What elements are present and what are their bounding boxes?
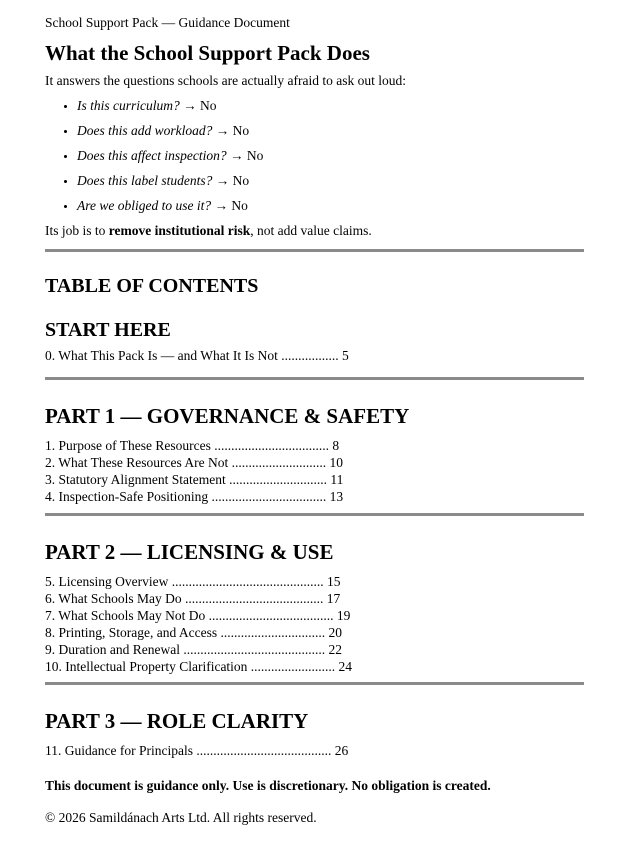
section-divider bbox=[45, 513, 584, 516]
faq-bullet bbox=[77, 148, 584, 164]
purpose-post: , not add value claims. bbox=[250, 223, 372, 238]
faq-bullet bbox=[77, 198, 584, 214]
toc-entry: 2. What These Resources Are Not ............................ 10 bbox=[45, 455, 343, 470]
guidance-disclaimer: This document is guidance only. Use is discretionary. No obligation is created. bbox=[45, 778, 491, 793]
document-title: What the School Support Pack Does bbox=[45, 41, 370, 65]
purpose-pre: Its job is to bbox=[45, 223, 109, 238]
toc-entry: 3. Statutory Alignment Statement ............................. 11 bbox=[45, 472, 344, 487]
toc-section-start-here bbox=[45, 318, 584, 364]
bullet-answer: No bbox=[246, 148, 264, 163]
bullet-answer: No bbox=[200, 98, 217, 113]
faq-bullet bbox=[77, 173, 584, 189]
toc-entry: 6. What Schools May Do ......................................... 17 bbox=[45, 591, 341, 606]
arrow-right-glyph: → bbox=[215, 123, 230, 138]
bullet-question: Is this curriculum? bbox=[77, 98, 180, 113]
purpose-bold: remove institutional risk bbox=[108, 223, 251, 238]
arrow-right-glyph: → bbox=[214, 198, 228, 213]
section-divider bbox=[45, 377, 584, 380]
toc-section-heading: PART 1 — GOVERNANCE & SAFETY bbox=[45, 404, 410, 428]
toc-section-heading: START HERE bbox=[45, 319, 171, 341]
toc-entry: 11. Guidance for Principals ........................................ 26 bbox=[45, 743, 349, 758]
toc-entry: 10. Intellectual Property Clarification ......................... 24 bbox=[45, 659, 353, 674]
toc-entry: 1. Purpose of These Resources .................................. 8 bbox=[45, 438, 340, 453]
toc-section-part-1 bbox=[45, 404, 584, 505]
running-header: School Support Pack — Guidance Document bbox=[45, 15, 290, 30]
bullet-question: Are we obliged to use it? bbox=[77, 198, 212, 213]
bullet-question: Does this label students? bbox=[77, 173, 213, 188]
toc-entry: 4. Inspection-Safe Positioning .................................. 13 bbox=[45, 489, 344, 504]
copyright-notice: © 2026 Samildánach Arts Ltd. All rights reserved. bbox=[45, 810, 317, 825]
toc-entry: 0. What This Pack Is — and What It Is Not ................. 5 bbox=[45, 348, 349, 363]
toc-title: TABLE OF CONTENTS bbox=[45, 275, 259, 297]
arrow-right-glyph: → bbox=[183, 98, 197, 113]
purpose-statement bbox=[45, 223, 584, 239]
toc-entry: 7. What Schools May Not Do ..................................... 19 bbox=[45, 608, 351, 623]
toc-entry: 8. Printing, Storage, and Access ............................... 20 bbox=[45, 625, 342, 640]
toc-section-part-3 bbox=[45, 709, 584, 759]
toc-section-heading: PART 3 — ROLE CLARITY bbox=[45, 709, 309, 733]
faq-bullet bbox=[77, 123, 584, 139]
toc-entry: 5. Licensing Overview ............................................. 15 bbox=[45, 574, 341, 589]
faq-bullet-list bbox=[45, 98, 584, 214]
toc-section-heading: PART 2 — LICENSING & USE bbox=[45, 540, 334, 564]
bullet-answer: No bbox=[232, 123, 250, 138]
arrow-right-glyph: → bbox=[229, 148, 244, 163]
intro-lead: It answers the questions schools are actually afraid to ask out loud: bbox=[45, 73, 407, 88]
faq-bullet bbox=[77, 98, 584, 114]
bullet-answer: No bbox=[231, 198, 248, 213]
section-divider bbox=[45, 249, 584, 252]
toc-entry: 9. Duration and Renewal .......................................... 22 bbox=[45, 642, 342, 657]
bullet-question: Does this add workload? bbox=[77, 123, 213, 138]
bullet-answer: No bbox=[232, 173, 250, 188]
toc-section-part-2 bbox=[45, 540, 584, 675]
bullet-question: Does this affect inspection? bbox=[77, 148, 227, 163]
arrow-right-glyph: → bbox=[215, 173, 230, 188]
section-divider bbox=[45, 682, 584, 685]
